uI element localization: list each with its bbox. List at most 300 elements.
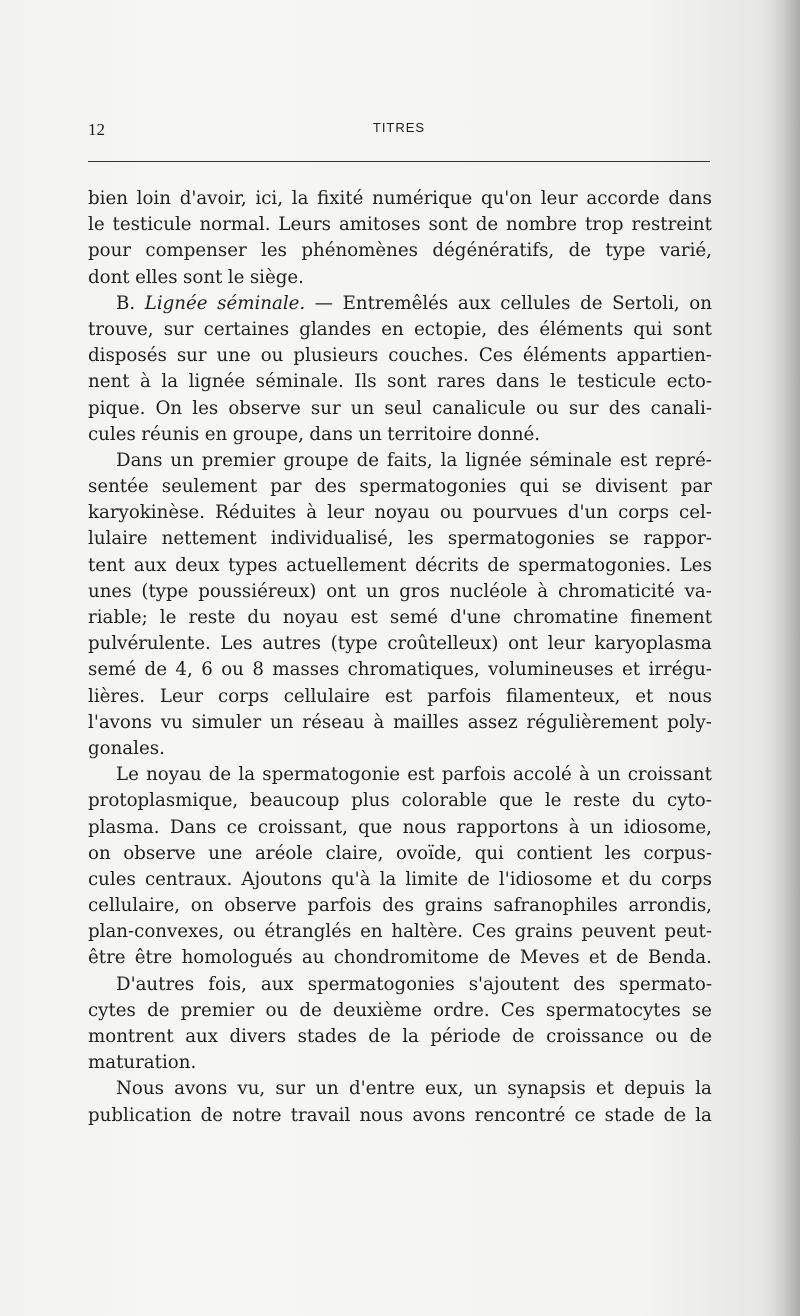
word: pique. (88, 397, 146, 419)
word: semé (389, 607, 439, 628)
word: leur (547, 633, 585, 655)
text-line (88, 893, 712, 919)
word: dans (495, 371, 540, 393)
word: reste (573, 790, 621, 812)
word: croissant, (257, 816, 348, 838)
word: un (270, 711, 294, 733)
word: par (270, 476, 302, 498)
word: canali- (650, 397, 712, 419)
text-line (88, 710, 712, 736)
word: canalicule (432, 397, 526, 419)
word: est (407, 764, 435, 786)
word: divers (229, 1026, 287, 1047)
word: le (159, 607, 177, 628)
word: croissance (546, 1026, 644, 1047)
text-line (88, 265, 712, 291)
word: divisent (595, 476, 668, 498)
word: à (537, 580, 549, 602)
word: cules (88, 423, 136, 445)
word: eux, (425, 1078, 464, 1100)
text-line (88, 474, 712, 500)
text-line (88, 919, 712, 945)
word: qui (474, 842, 504, 864)
word: séminale (529, 449, 612, 471)
word: aux (260, 973, 294, 995)
word: l'idiosome (498, 868, 593, 890)
word: dans (309, 423, 353, 445)
word: cules (88, 868, 136, 890)
word: on (88, 842, 111, 864)
word: Les (679, 554, 712, 576)
text-line (88, 762, 712, 788)
word: et (601, 868, 620, 890)
word: poly- (667, 711, 712, 733)
word: être (134, 947, 173, 969)
word: accorde (586, 188, 660, 209)
word: sur (310, 397, 341, 419)
word: réunis (141, 423, 200, 445)
word: testicule (112, 214, 192, 236)
word: spermatogonies (359, 476, 507, 498)
word: nous (402, 816, 447, 838)
word: nucléole (449, 580, 528, 602)
word: régulièrement (526, 711, 659, 733)
word: à (568, 816, 580, 838)
text-line (88, 1024, 712, 1050)
text-line (88, 1103, 712, 1129)
word: les (604, 842, 631, 864)
word: karyokinèse. (88, 502, 205, 524)
word: Dans (116, 449, 163, 471)
word: (type (141, 580, 189, 602)
word: amitoses (338, 214, 421, 236)
word: trouve, (88, 318, 154, 340)
word: qu'on (480, 188, 532, 209)
word: plasma. (88, 816, 160, 838)
word: vu, (237, 1078, 266, 1100)
word: contient (516, 842, 593, 864)
word: un (366, 580, 390, 602)
word: 8 (252, 659, 264, 681)
text-line (88, 945, 712, 971)
word: du (247, 607, 271, 628)
word: nous (668, 685, 712, 707)
word: faits, (386, 449, 433, 471)
text-line (88, 1050, 712, 1076)
word: appartien- (616, 345, 712, 367)
page-header (88, 118, 710, 142)
word: de (689, 1026, 712, 1047)
word: ectopie, (413, 318, 488, 340)
word: la (238, 764, 256, 786)
word: par (680, 476, 712, 498)
word: chromaticité (557, 580, 675, 602)
word: de (208, 764, 232, 786)
word: à (306, 502, 318, 524)
word: lulaire (88, 528, 148, 550)
word: ont (326, 580, 357, 602)
word: être (88, 947, 126, 969)
word: Ces (500, 999, 535, 1021)
word: des (608, 397, 641, 419)
word: autres (262, 633, 321, 655)
word: ou (232, 921, 256, 943)
word: normal. (199, 214, 271, 236)
word: observe (224, 895, 297, 917)
word: un (170, 449, 194, 471)
word: que (498, 790, 534, 812)
word: notre (232, 1104, 282, 1126)
word: sur (163, 318, 194, 340)
word: compenser (145, 240, 247, 262)
word: premier (180, 999, 255, 1021)
word: irrégu- (648, 659, 712, 681)
word: spermatocytes (546, 999, 681, 1021)
word: ou (655, 1026, 679, 1047)
word: de (356, 449, 379, 471)
word: publication (88, 1104, 192, 1126)
word: riable; (88, 607, 148, 628)
word: de (147, 999, 170, 1021)
word: ou (265, 999, 289, 1021)
body-text (88, 186, 712, 1129)
word: On (155, 397, 183, 419)
word: nous (359, 1104, 404, 1126)
word: un (350, 397, 375, 419)
word: haltère. (391, 921, 464, 943)
word: de (475, 214, 499, 236)
word: centraux. (144, 868, 233, 890)
word: de (467, 868, 490, 890)
word: qui (519, 476, 549, 498)
word: à (373, 711, 385, 733)
word: aux (185, 1026, 219, 1047)
page-edge-shadow (760, 0, 800, 1316)
word: la (440, 449, 458, 471)
word: les (192, 397, 219, 419)
word: spermatogonies (307, 973, 455, 995)
text-line (88, 212, 712, 238)
word: ou (221, 659, 244, 681)
word: sur (568, 397, 599, 419)
word: la (379, 868, 397, 890)
word: on (190, 895, 214, 917)
word: ici, (255, 188, 284, 209)
word: individualisé, (270, 528, 394, 550)
header-rule (88, 161, 710, 162)
text-line (88, 448, 712, 474)
word: disposés (88, 345, 167, 367)
word: observe (123, 842, 196, 864)
text-line (88, 422, 712, 448)
word: sont (672, 318, 712, 340)
word: numérique (372, 188, 473, 209)
word: se (609, 528, 630, 550)
word: avons (412, 1104, 466, 1126)
word: un (315, 1078, 339, 1100)
text-line (88, 186, 712, 212)
text-line (88, 553, 712, 579)
word: seul (384, 397, 423, 419)
word: en (381, 318, 404, 340)
word: couches. (388, 345, 469, 367)
word: plan-convexes, (88, 921, 225, 943)
word: travail (290, 1104, 351, 1126)
word: sentée (88, 476, 149, 498)
word: un (358, 423, 382, 445)
word: cytes (88, 999, 136, 1021)
word: ovoïde, (395, 842, 463, 864)
word: corps (618, 502, 669, 524)
word: seulement (161, 476, 258, 498)
word: de (487, 554, 510, 576)
word: nent (88, 371, 130, 393)
word: claire, (325, 842, 384, 864)
word: Entremêlés (342, 292, 449, 314)
word: pour (88, 240, 131, 262)
word: ordre. (433, 999, 490, 1021)
text-line (88, 605, 712, 631)
word: sont (428, 214, 468, 236)
word: Dans (169, 816, 217, 838)
page-number: 12 (88, 120, 105, 139)
word: en (204, 423, 228, 445)
word: cellules (500, 292, 571, 314)
word: parfois (307, 895, 372, 917)
word: synapsis (507, 1078, 586, 1100)
word: limite (405, 868, 459, 890)
word: les (407, 528, 434, 550)
word: corpus- (643, 842, 712, 864)
word: au (301, 947, 325, 969)
word: (type (330, 633, 378, 655)
word: nettement (161, 528, 257, 550)
word: la (695, 1078, 712, 1100)
running-title: TITRES (372, 120, 426, 135)
word: ce (574, 1104, 596, 1126)
word: plus (351, 790, 390, 812)
word: finement (630, 607, 712, 628)
word: actuellement (286, 554, 407, 576)
word: noyau (146, 764, 202, 786)
word: on (689, 292, 712, 314)
word: loin (136, 188, 171, 209)
word: et (635, 685, 654, 707)
word: corps (218, 685, 269, 707)
word: nombre (506, 214, 578, 236)
word: lignée (188, 371, 246, 393)
word: dégénératifs, (432, 240, 555, 262)
word: à (579, 764, 590, 786)
word: et (595, 1078, 614, 1100)
word: cellulaire (283, 685, 370, 707)
word: repré- (655, 449, 712, 471)
word: fois, (208, 973, 247, 995)
word: gonales. (88, 737, 165, 759)
word: en (360, 921, 383, 943)
word: chondromitome (333, 947, 479, 969)
word: filamenteux, (506, 685, 621, 707)
text-line (88, 526, 712, 552)
word: se (561, 476, 582, 498)
word: de (568, 240, 591, 262)
word: bien (88, 188, 128, 209)
word: le (544, 790, 562, 812)
text-line (88, 238, 712, 264)
word: des (573, 973, 606, 995)
word: — (314, 292, 333, 314)
text-line (88, 815, 712, 841)
word: d'entre (348, 1078, 415, 1100)
word: pulvérulente. (88, 633, 211, 655)
word: phénomènes (301, 240, 418, 262)
word: corps (661, 868, 712, 890)
word: et (621, 659, 641, 681)
word: le (549, 371, 567, 393)
word: séminale. (217, 292, 306, 314)
word: Leurs (278, 214, 332, 236)
word: est (384, 685, 413, 707)
word: d'avoir, (179, 188, 247, 209)
word: elles (135, 266, 178, 288)
word: idiosome, (623, 816, 712, 838)
word: qu'à (331, 868, 371, 890)
word: rares (437, 371, 486, 393)
word: Meves (519, 947, 580, 969)
word: siège. (249, 266, 304, 288)
word: le (227, 266, 245, 288)
word: tent (88, 554, 126, 576)
word: montrent (88, 1026, 174, 1047)
word: ont (508, 633, 539, 655)
word: parfois (441, 764, 506, 786)
word: noyau (282, 607, 339, 628)
word: est (350, 607, 378, 628)
text-line (88, 291, 712, 317)
word: de (616, 947, 639, 969)
word: ecto- (666, 371, 712, 393)
word: de (299, 999, 322, 1021)
word: un (473, 1078, 498, 1100)
word: une (208, 842, 243, 864)
word: s'ajoutent (468, 973, 560, 995)
word: éléments (522, 345, 607, 367)
word: type (605, 240, 646, 262)
text-line (88, 396, 712, 422)
word: période (430, 1026, 501, 1047)
word: spermato- (619, 973, 712, 995)
text-line (88, 841, 712, 867)
word: vu (160, 711, 183, 733)
word: arrondis, (628, 895, 712, 917)
word: masses (272, 659, 340, 681)
word: spermatogonies. (518, 554, 672, 576)
word: croissant (627, 764, 712, 786)
word: de (512, 1026, 535, 1047)
word: est (619, 449, 648, 471)
word: grains (514, 921, 573, 943)
word: Ils (354, 371, 377, 393)
word: peuvent (581, 921, 656, 943)
word: trop (584, 214, 624, 236)
word: homologués (181, 947, 293, 969)
word: d'un (567, 502, 608, 524)
word: de (663, 1104, 687, 1126)
word: leur (540, 188, 578, 209)
word: avons (174, 1078, 228, 1100)
word: Le (116, 764, 139, 786)
word: stades (297, 1026, 357, 1047)
word: parfois (427, 685, 492, 707)
word: rencontré (474, 1104, 566, 1126)
word: maturation. (88, 1052, 197, 1074)
word: Ces (471, 921, 506, 943)
word: des (382, 895, 414, 917)
word: et (588, 947, 607, 969)
word: aux (133, 554, 167, 576)
word: Lignée (144, 292, 208, 314)
text-line (88, 736, 712, 762)
word: dans (668, 188, 712, 209)
word: deux (175, 554, 220, 576)
word: sur (275, 1078, 306, 1100)
word: que (358, 816, 393, 838)
word: ou (536, 397, 559, 419)
word: de (368, 1026, 391, 1047)
word: mailles (393, 711, 459, 733)
word: réseau (302, 711, 365, 733)
word: la (291, 188, 309, 209)
word: de (488, 947, 511, 969)
word: testicule (577, 371, 657, 393)
word: la (161, 371, 179, 393)
word: de (200, 1104, 223, 1126)
word: Benda. (647, 947, 712, 969)
text-line (88, 788, 712, 814)
word: fixité (317, 188, 364, 209)
word: d'une (450, 607, 501, 628)
word: sont (183, 266, 223, 288)
word: ce (226, 816, 248, 838)
word: aréole (255, 842, 313, 864)
word: lignée (465, 449, 522, 471)
text-line (88, 500, 712, 526)
word: décrits (414, 554, 479, 576)
word: safranophiles (493, 895, 618, 917)
word: les (261, 240, 287, 262)
word: chromatiques, (347, 659, 480, 681)
word: va- (684, 580, 712, 602)
word: simuler (191, 711, 262, 733)
word: de (580, 292, 603, 314)
word: sur (176, 345, 207, 367)
text-line (88, 867, 712, 893)
text-line (88, 1076, 712, 1102)
word: cellulaire, (88, 895, 181, 917)
word: la (695, 1104, 712, 1126)
word: spermatogonie (262, 764, 400, 786)
word: premier (201, 449, 276, 471)
word: des (314, 476, 347, 498)
word: accolé (513, 764, 572, 786)
word: Ces (478, 345, 513, 367)
word: leur (327, 502, 365, 524)
word: unes (88, 580, 132, 602)
text-line (88, 657, 712, 683)
word: de (144, 659, 167, 681)
word: un (589, 816, 614, 838)
word: grains (424, 895, 483, 917)
